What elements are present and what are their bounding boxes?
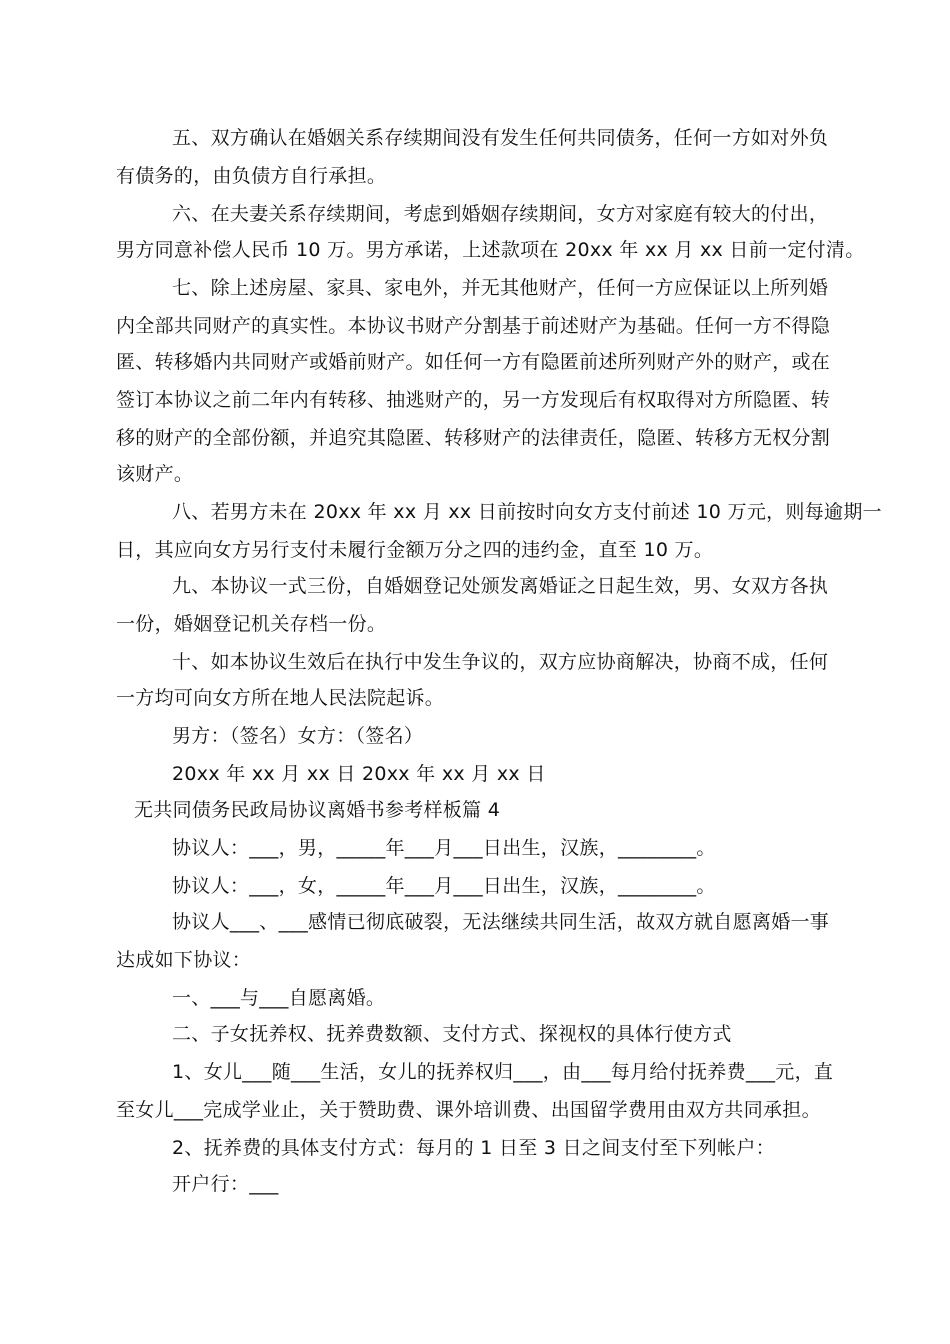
text-line: 八、若男方未在 20xx 年 xx 月 xx 日前按时向女方支付前述 10 万元，则每逾期一 (172, 501, 882, 523)
text-line: 一方均可向女方所在地人民法院起诉。 (116, 687, 445, 709)
text-line: 六、在夫妻关系存续期间，考虑到婚姻存续期间，女方对家庭有较大的付出， (172, 203, 829, 225)
text-line: 签订本协议之前二年内有转移、抽逃财产的，另一方发现后有权取得对方所隐匿、转 (116, 389, 831, 411)
text-line: 达成如下协议： (116, 949, 252, 971)
text-line: 五、双方确认在婚姻关系存续期间没有发生任何共同债务，任何一方如对外负 (172, 127, 829, 149)
text-line: 1、女儿___随___生活，女儿的抚养权归___，由___每月给付抚养费___元，直 (172, 1061, 834, 1083)
text-line: 至女儿___完成学业止，关于赞助费、课外培训费、出国留学费用由双方共同承担。 (116, 1099, 821, 1121)
text-line: 七、除上述房屋、家具、家电外，并无其他财产，任何一方应保证以上所列婚 (172, 277, 829, 299)
text-line: 该财产。 (116, 463, 194, 485)
text-line: 移的财产的全部份额，并追究其隐匿、转移财产的法律责任，隐匿、转移方无权分割 (116, 427, 831, 449)
text-line: 男方同意补偿人民币 10 万。男方承诺，上述款项在 20xx 年 xx 月 xx 日前一定付清。 (116, 239, 865, 261)
text-line: 开户行：___ (172, 1173, 279, 1195)
text-line: 协议人：___，男，_____年___月___日出生，汉族，________。 (172, 837, 716, 859)
section-title: 无共同债务民政局协议离婚书参考样板篇 4 (134, 799, 501, 821)
text-line: 十、如本协议生效后在执行中发生争议的，双方应协商解决，协商不成，任何 (172, 651, 829, 673)
text-line: 一份，婚姻登记机关存档一份。 (116, 613, 387, 635)
text-line: 有债务的，由负债方自行承担。 (116, 165, 387, 187)
date-line: 20xx 年 xx 月 xx 日 20xx 年 xx 月 xx 日 (172, 763, 546, 785)
text-line: 匿、转移婚内共同财产或婚前财产。如任何一方有隐匿前述所列财产外的财产，或在 (116, 351, 831, 373)
text-line: 协议人___、___感情已彻底破裂，无法继续共同生活，故双方就自愿离婚一事 (172, 911, 830, 933)
text-line: 一、___与___自愿离婚。 (172, 987, 386, 1009)
text-line: 二、子女抚养权、抚养费数额、支付方式、探视权的具体行使方式 (172, 1023, 732, 1045)
signature-line: 男方：（签名）女方：（签名） (172, 725, 424, 747)
text-line: 九、本协议一式三份，自婚姻登记处颁发离婚证之日起生效，男、女双方各执 (172, 575, 829, 597)
text-line: 2、抚养费的具体支付方式：每月的 1 日至 3 日之间支付至下列帐户： (172, 1137, 775, 1159)
text-line: 日，其应向女方另行支付未履行金额万分之四的违约金，直至 10 万。 (116, 539, 714, 561)
text-line: 内全部共同财产的真实性。本协议书财产分割基于前述财产为基础。任何一方不得隐 (116, 315, 831, 337)
text-line: 协议人：___，女，_____年___月___日出生，汉族，________。 (172, 875, 716, 897)
